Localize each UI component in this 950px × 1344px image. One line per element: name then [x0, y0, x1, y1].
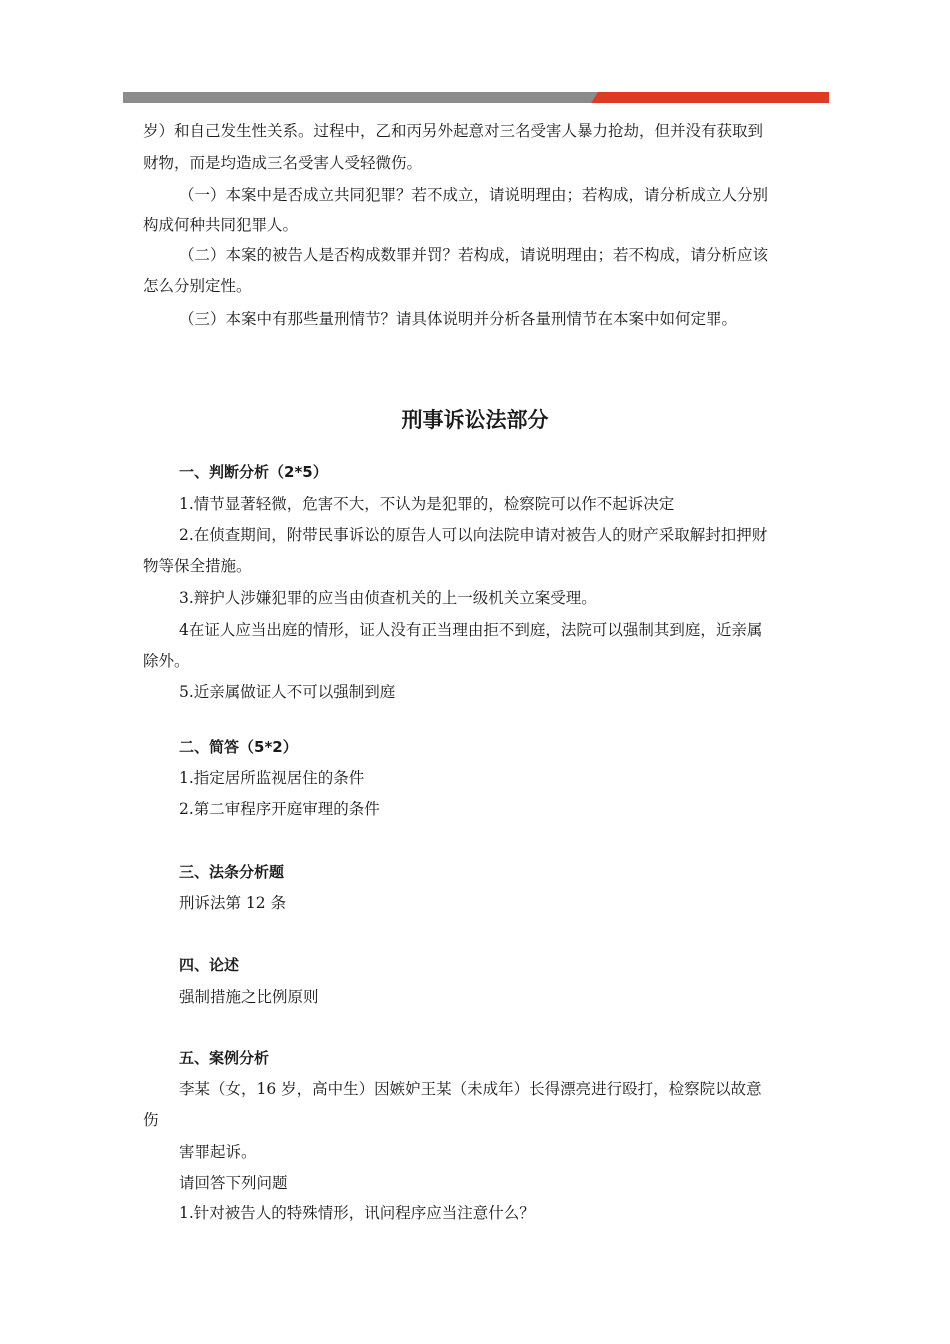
part2-heading: 二、简答（5*2）: [179, 738, 298, 756]
part2-item-2: 2.第二审程序开庭审理的条件: [179, 800, 380, 818]
header-decoration-bar: [123, 92, 829, 103]
part1-item-1: 1.情节显著轻微，危害不大，不认为是犯罪的，检察院可以作不起诉决定: [179, 495, 675, 513]
part1-item-2-line-2: 物等保全措施。: [143, 557, 252, 575]
question-1-line-2: 构成何种共同犯罪人。: [143, 216, 299, 234]
header-bar-red: [591, 92, 829, 103]
part5-line-2: 伤: [143, 1111, 159, 1129]
section-title: 刑事诉讼法部分: [401, 408, 549, 432]
case-text-line-1: 岁）和自己发生性关系。过程中，乙和丙另外起意对三名受害人暴力抢劫，但并没有获取到: [143, 122, 764, 140]
part4-text: 强制措施之比例原则: [179, 988, 319, 1006]
part1-item-5: 5.近亲属做证人不可以强制到庭: [179, 683, 396, 701]
part4-heading: 四、论述: [179, 956, 240, 974]
part1-item-4-line-1: 4在证人应当出庭的情形，证人没有正当理由拒不到庭，法院可以强制其到庭，近亲属: [179, 621, 763, 639]
part5-line-1: 李某（女，16 岁，高中生）因嫉妒王某（未成年）长得漂亮进行殴打，检察院以故意: [179, 1080, 762, 1098]
part1-heading: 一、判断分析（2*5）: [179, 463, 328, 481]
part5-heading: 五、案例分析: [179, 1049, 270, 1067]
part3-heading: 三、法条分析题: [179, 863, 285, 881]
part1-item-2-line-1: 2.在侦查期间，附带民事诉讼的原告人可以向法院申请对被告人的财产采取解封扣押财: [179, 526, 768, 544]
question-1-line-1: （一）本案中是否成立共同犯罪？若不成立，请说明理由；若构成，请分析成立人分别: [179, 186, 769, 204]
case-text-line-2: 财物，而是均造成三名受害人受轻微伤。: [143, 154, 423, 172]
part5-line-4: 请回答下列问题: [179, 1174, 288, 1192]
part3-text: 刑诉法第 12 条: [179, 894, 287, 912]
header-bar-gray: [123, 92, 598, 103]
part2-item-1: 1.指定居所监视居住的条件: [179, 769, 365, 787]
part5-line-5: 1.针对被告人的特殊情形，讯问程序应当注意什么？: [179, 1204, 535, 1222]
part1-item-4-line-2: 除外。: [143, 652, 190, 670]
question-3-line-1: （三）本案中有那些量刑情节？请具体说明并分析各量刑情节在本案中如何定罪。: [179, 310, 738, 328]
part1-item-3: 3.辩护人涉嫌犯罪的应当由侦查机关的上一级机关立案受理。: [179, 589, 597, 607]
question-2-line-1: （二）本案的被告人是否构成数罪并罚？若构成，请说明理由；若不构成，请分析应该: [179, 246, 769, 264]
question-2-line-2: 怎么分别定性。: [143, 277, 252, 295]
part5-line-3: 害罪起诉。: [179, 1143, 257, 1161]
